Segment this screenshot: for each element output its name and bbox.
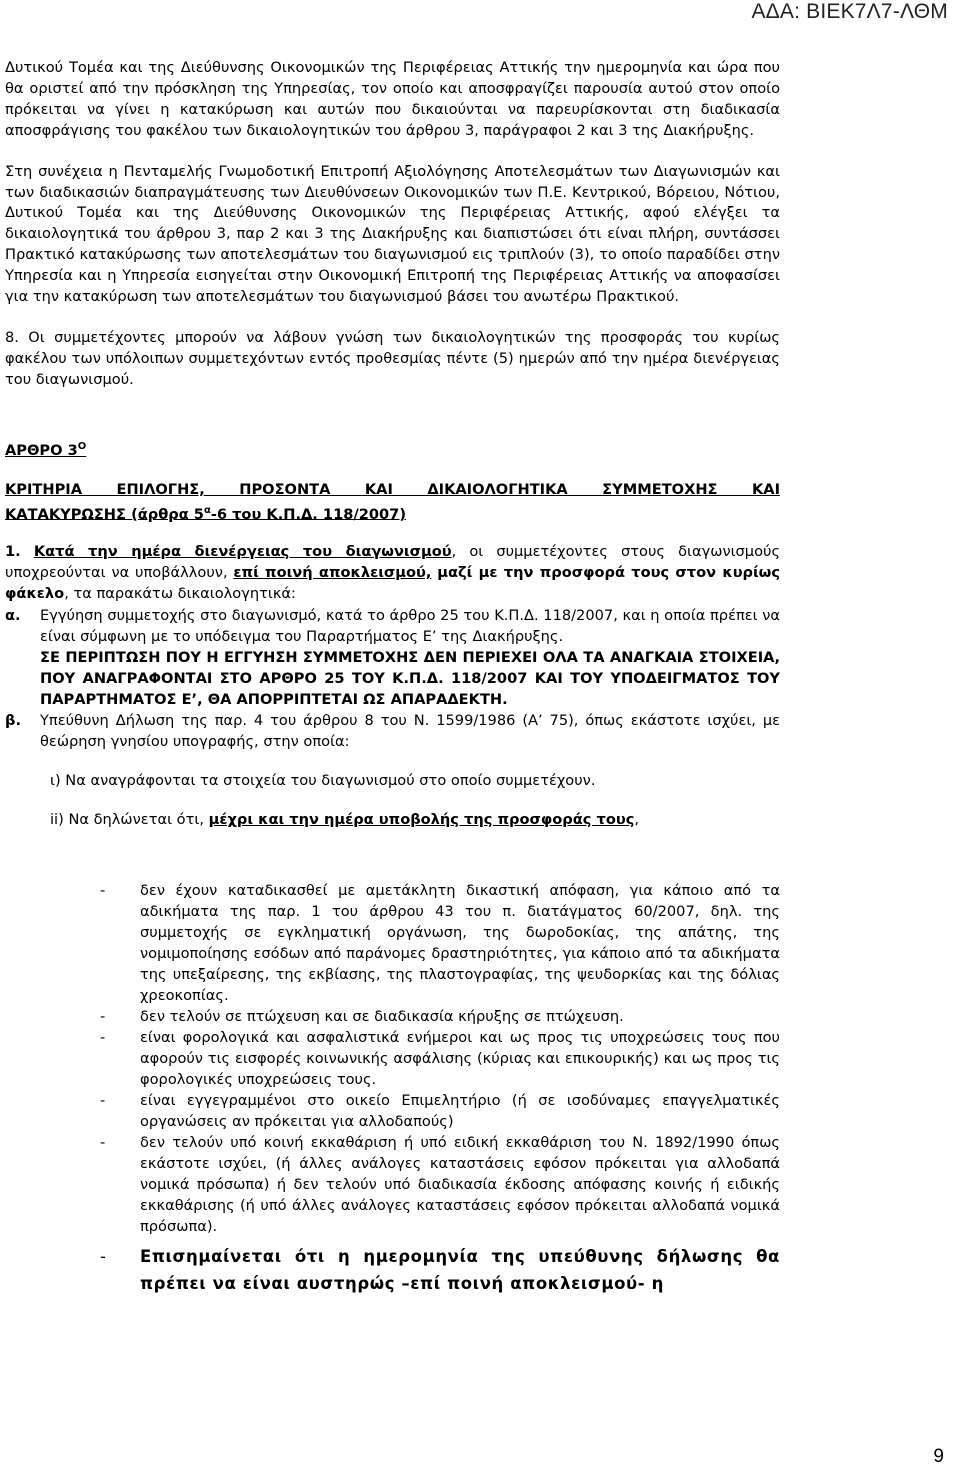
paragraph-3: 8. Οι συμμετέχοντες μπορούν να λάβουν γνώση των δικαιολογητικών της προσφοράς του κυρίως φακέλου των υπόλοιπων συμμετεχόντων εντός προθεσμίας πέντε (5) ημερών από την ημέρα διενέργειας του διαγωνισμού. <box>5 328 780 388</box>
point-1: 1. Κατά την ημέρα διενέργειας του διαγωνισμού, οι συμμετέχοντες στους διαγωνισμούς υποχρεούνται να υποβάλλουν, επί ποινή αποκλεισμού, μαζί με την προσφορά τους στον κυρίως φάκελο, τα παρακάτω δικαιολογητικά: <box>5 543 781 603</box>
list-item: - δεν τελούν υπό κοινή εκκαθάριση ή υπό ειδική εκκαθάριση του Ν. 1892/1990 όπως εκάστοτε ισχύει, (ή άλλες ανάλογες καταστάσεις εφόσον πρόκειται για αλλοδαπά νομικά πρόσωπα) ή δεν τελούν υπό διαδικασία έκδοσης απόφασης κοινής ή ειδικής εκκαθάρισης (ή υπό άλλες ανάλογες καταστάσεις εφόσον πρόκειται αλλοδαπά νομικά πρόσωπα). <box>100 1134 780 1236</box>
item-beta: β. Υπεύθυνη Δήλωση της παρ. 4 του άρθρου 8 του Ν. 1599/1986 (Α’ 75), όπως εκάστοτε ισχύει, με θεώρηση γνησίου υπογραφής, στην οποία: <box>5 712 780 751</box>
list-item: - είναι φορολογικά και ασφαλιστικά ενήμεροι και ως προς τις υποχρεώσεις τους που αφορούν τις εισφορές κοινωνικής ασφάλισης (κύριας και επικουρικής) και ως προς τις φορολογικές υποχρεώσεις τους. <box>100 1029 780 1089</box>
sub-item-ii: ii) Να δηλώνεται ότι, μέχρι και την ημέρα υποβολής της προσφοράς τους, <box>50 811 639 829</box>
list-item-emphasis: - Επισημαίνεται ότι η ημερομηνία της υπεύθυνης δήλωσης θα πρέπει να είναι αυστηρώς –επί ποινή αποκλεισμού- η <box>100 1247 780 1294</box>
criteria-heading: ΚΡΙΤΗΡΙΑ ΕΠΙΛΟΓΗΣ, ΠΡΟΣΟΝΤΑ ΚΑΙ ΔΙΚΑΙΟΛΟΓΗΤΙΚΑ ΣΥΜΜΕΤΟΧΗΣ ΚΑΙ ΚΑΤΑΚΥΡΩΣΗΣ (άρθρα $5^\alpha-6$ του Κ.Π.Δ. 118/2007) <box>5 480 780 523</box>
list-item: - δεν έχουν καταδικασθεί με αμετάκλητη δικαστική απόφαση, για κάποιο από τα αδικήματα της παρ. 1 του άρθρου 43 του π. διατάγματος 60/2007, δηλ. της συμμετοχής σε εγκληματική οργάνωση, της δωροδοκίας, της απάτης, της νομιμοποίησης εσόδων από παράνομες δραστηριότητες, για κάποιο από τα αδικήματα της υπεξαίρεσης, της εκβίασης, της πλαστογραφίας, της ψευδορκίας και της δόλιας χρεοκοπίας. <box>100 882 780 1005</box>
list-item: - είναι εγγεγραμμένοι στο οικείο Επιμελητήριο (ή σε ισοδύναμες επαγγελματικές οργανώσεις αν πρόκειται για αλλοδαπούς) <box>100 1092 780 1131</box>
article-heading: ΑΡΘΡΟ $3^O$ <box>5 440 87 459</box>
paragraph-2: Στη συνέχεια η Πενταμελής Γνωμοδοτική Επιτροπή Αξιολόγησης Αποτελεσμάτων των Διαγωνισμών και των διαδικασιών διαπραγμάτευσης των Διευθύνσεων Οικονομικών των Π.Ε. Κεντρικού, Βόρειου, Νότιου, Δυτικού Τομέα και της Διεύθυνσης Οικονομικών της Περιφέρειας Αττικής, αφού ελέγξει τα δικαιολογητικά του άρθρου 3, παρ 2 και 3 της Διακήρυξης και διαπιστώσει ότι είναι πλήρη, συντάσσει Πρακτικό κατακύρωσης των αποτελεσμάτων του διαγωνισμού εις τριπλούν (3), το οποίο παραδίδει στην Υπηρεσία και η Υπηρεσία εισηγείται στην Οικονομική Επιτροπή της Περιφέρειας Αττικής να αποφασίσει για την κατακύρωση των αποτελεσμάτων του διαγωνισμού βάσει του ανωτέρω Πρακτικού. <box>5 162 780 306</box>
document-page <box>5 58 780 1297</box>
page-number: 9 <box>933 1446 944 1467</box>
paragraph-1: Δυτικού Τομέα και της Διεύθυνσης Οικονομικών της Περιφέρειας Αττικής την ημερομηνία και ώρα που θα οριστεί από την πρόσκληση της Υπηρεσίας, τον οποίο και αποσφραγίζει παρουσία αυτού στον οποίο πρόκειται να γίνει η κατακύρωση και αυτών που δικαιούνται να παρευρίσκονται στη διαδικασία αποσφράγισης του φακέλου των δικαιολογητικών του άρθρου 3, παράγραφοι 2 και 3 της Διακήρυξης. <box>5 59 780 139</box>
sub-item-i: ι) Να αναγράφονται τα στοιχεία του διαγωνισμού στο οποίο συμμετέχουν. <box>50 772 596 790</box>
ada-header: ΑΔΑ: ΒΙΕΚ7Λ7-ΛΘΜ <box>751 0 948 23</box>
item-alpha: α. Εγγύηση συμμετοχής στο διαγωνισμό, κατά το άρθρο 25 του Κ.Π.Δ. 118/2007, και η οποία πρέπει να είναι σύμφωνη με το υπόδειγμα του Παραρτήματος Ε’ της Διακήρυξης. ΣΕ ΠΕΡΙΠΤΩΣΗ ΠΟΥ Η ΕΓΓΥΗΣΗ ΣΥΜΜΕΤΟΧΗΣ ΔΕΝ ΠΕΡΙΕΧΕΙ ΟΛΑ ΤΑ ΑΝΑΓΚΑΙΑ ΣΤΟΙΧΕΙΑ, ΠΟΥ ΑΝΑΓΡΑΦΟΝΤΑΙ ΣΤΟ ΑΡΘΡΟ 25 ΤΟΥ Κ.Π.Δ. 118/2007 ΚΑΙ ΤΟΥ ΥΠΟΔΕΙΓΜΑΤΟΣ ΤΟΥ ΠΑΡΑΡΤΗΜΑΤΟΣ Ε’, ΘΑ ΑΠΟΡΡΙΠΤΕΤΑΙ ΩΣ ΑΠΑΡΑΔΕΚΤΗ. <box>5 607 780 709</box>
list-item: - δεν τελούν σε πτώχευση και σε διαδικασία κήρυξης σε πτώχευση. <box>100 1008 624 1026</box>
declaration-list <box>5 880 780 1297</box>
